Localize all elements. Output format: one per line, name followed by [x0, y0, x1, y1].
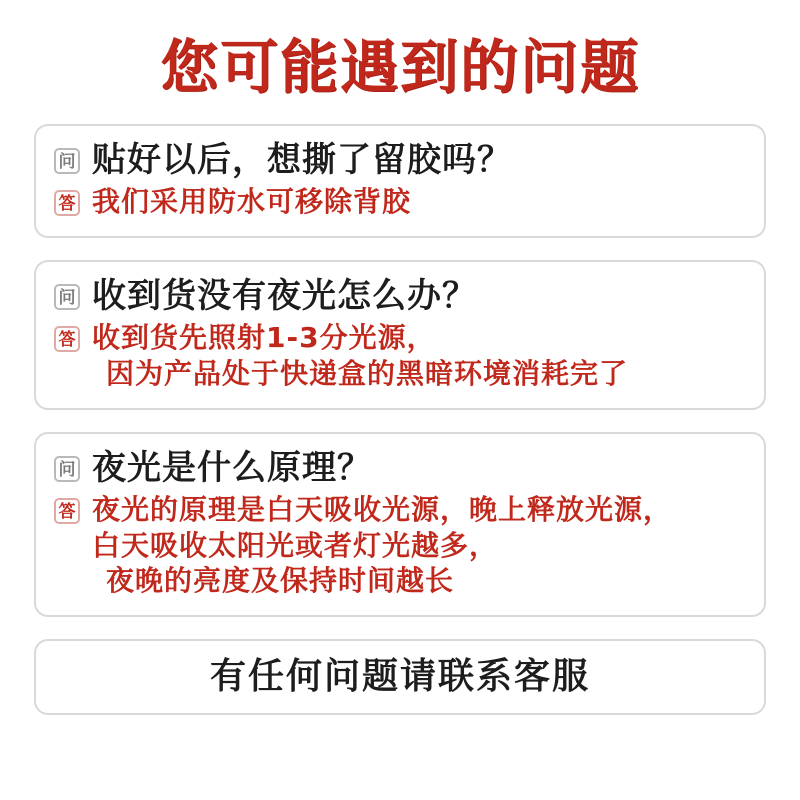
- answer-row: [54, 184, 746, 220]
- answer-line: 白天吸收太阳光或者灯光越多，: [92, 528, 499, 562]
- question-text: 收到货没有夜光怎么办？: [92, 275, 477, 316]
- answer-text: [92, 492, 672, 599]
- question-badge: 问: [54, 456, 80, 482]
- answer-line: 夜光的原理是白天吸收光源，晚上释放光源，: [92, 492, 673, 526]
- faq-card-2: [34, 260, 766, 410]
- contact-support-text: 有任何问题请联系客服: [209, 656, 590, 698]
- answer-text: [92, 320, 628, 392]
- answer-text: [92, 184, 411, 220]
- question-row: [54, 140, 746, 180]
- page-title: 您可能遇到的问题: [159, 33, 640, 101]
- answer-line: 因为产品处于快递盒的黑暗环境消耗完了: [106, 356, 629, 390]
- question-badge: 问: [54, 148, 80, 174]
- question-text: 夜光是什么原理？: [92, 447, 372, 488]
- answer-line: 夜晚的亮度及保持时间越长: [106, 564, 455, 598]
- faq-card-1: [34, 124, 766, 238]
- answer-badge: 答: [54, 498, 80, 524]
- answer-badge: 答: [54, 190, 80, 216]
- answer-row: [54, 492, 746, 599]
- contact-support-card: [34, 639, 766, 715]
- answer-badge: 答: [54, 326, 80, 352]
- question-row: [54, 276, 746, 316]
- faq-card-3: [34, 432, 766, 618]
- answer-line: 我们采用防水可移除背胶: [92, 185, 412, 219]
- question-row: [54, 448, 746, 488]
- answer-line: 收到货先照射1-3分光源，: [92, 321, 436, 355]
- answer-row: [54, 320, 746, 392]
- question-text: 贴好以后，想撕了留胶吗？: [92, 140, 512, 180]
- question-badge: 问: [54, 284, 80, 310]
